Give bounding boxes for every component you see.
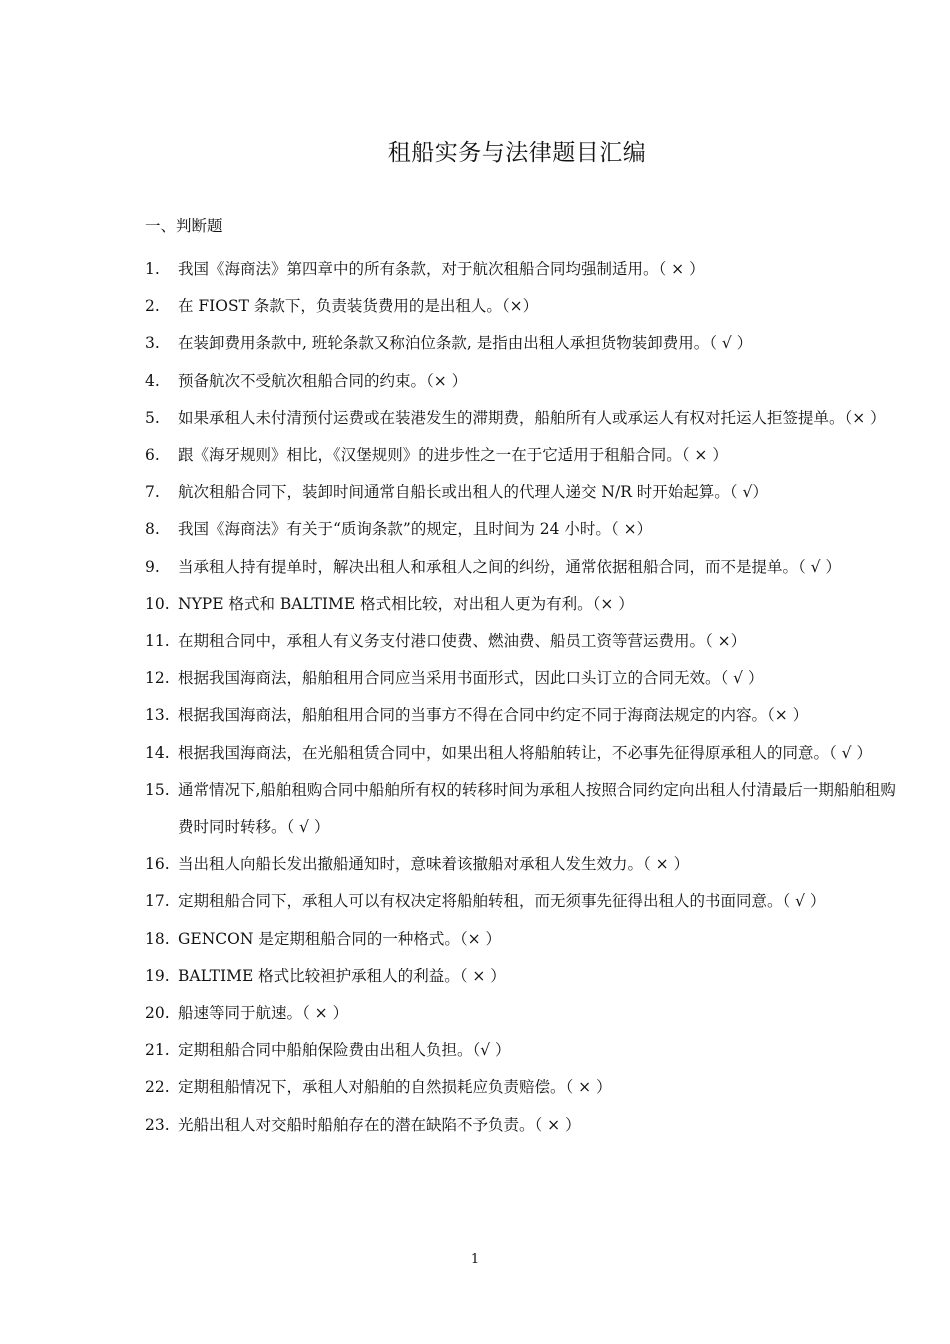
question-text: NYPE 格式和 BALTIME 格式相比较，对出租人更为有利。（× ） — [178, 594, 634, 613]
question-number: 3. — [145, 334, 160, 353]
question-number: 2. — [145, 297, 160, 316]
question-text: 我国《海商法》第四章中的所有条款，对于航次租船合同均强制适用。（ × ） — [178, 260, 705, 278]
question-number: 23. — [145, 1115, 170, 1134]
question-text: 根据我国海商法，船舶租用合同的当事方不得在合同中约定不同于海商法规定的内容。（× ） — [178, 706, 809, 725]
question-text: GENCON 是定期租船合同的一种格式。（× ） — [178, 929, 501, 948]
question-number: 5. — [145, 408, 160, 427]
question-number: 15. — [145, 780, 170, 799]
question-item — [145, 251, 905, 288]
question-item — [145, 549, 905, 586]
question-number: 7. — [145, 483, 160, 502]
question-number: 12. — [145, 669, 170, 688]
question-text: 在装卸费用条款中, 班轮条款又称泊位条款, 是指由出租人承担货物装卸费用。（ √ ） — [178, 334, 753, 353]
question-text: 通常情况下,船舶租购合同中船舶所有权的转移时间为承租人按照合同约定向出租人付清最后一期船舶租购费时同时转移。（ √ ） — [178, 780, 896, 837]
question-text: 航次租船合同下，装卸时间通常自船长或出租人的代理人递交 N/R 时开始起算。（ √） — [178, 483, 768, 502]
question-number: 19. — [145, 966, 170, 985]
question-item — [145, 474, 905, 511]
question-item — [145, 697, 905, 734]
question-number: 4. — [145, 371, 160, 390]
question-number: 10. — [145, 594, 170, 613]
question-item — [145, 735, 905, 772]
question-item — [145, 400, 905, 437]
question-item — [145, 511, 905, 548]
question-text: 当出租人向船长发出撤船通知时，意味着该撤船对承租人发生效力。（ × ） — [178, 855, 690, 874]
question-text: 根据我国海商法，船舶租用合同应当采用书面形式，因此口头订立的合同无效。（ √ ） — [178, 669, 764, 688]
question-item — [145, 995, 905, 1032]
question-number: 8. — [145, 520, 160, 539]
question-item — [145, 623, 905, 660]
question-item — [145, 660, 905, 697]
question-number: 6. — [145, 446, 160, 465]
question-text: 船速等同于航速。（ × ） — [178, 1004, 349, 1023]
document-title: 租船实务与法律题目汇编 — [387, 140, 647, 166]
question-item — [145, 921, 905, 958]
question-number: 16. — [145, 855, 170, 874]
question-text: 定期租船合同中船舶保险费由出租人负担。（√ ） — [178, 1041, 511, 1060]
question-text: 如果承租人未付清预付运费或在装港发生的滞期费，船舶所有人或承运人有权对托运人拒签提单。（× ） — [178, 408, 886, 427]
question-text: 在期租合同中，承租人有义务支付港口使费、燃油费、船员工资等营运费用。（ ×） — [178, 632, 747, 651]
question-text: 定期租船情况下，承租人对船舶的自然损耗应负责赔偿。（ × ） — [178, 1078, 612, 1097]
question-item — [145, 1032, 905, 1069]
section-heading: 一、判断题 — [145, 217, 223, 235]
question-item — [145, 586, 905, 623]
question-item — [145, 846, 905, 883]
question-number: 17. — [145, 892, 170, 911]
question-text: 当承租人持有提单时，解决出租人和承租人之间的纠纷，通常依据租船合同，而不是提单。（ √ ） — [178, 557, 841, 576]
question-text: 预备航次不受航次租船合同的约束。（× ） — [178, 371, 468, 390]
question-item — [145, 363, 905, 400]
question-text: 定期租船合同下，承租人可以有权决定将船舶转租，而无须事先征得出租人的书面同意。（ √ ） — [178, 892, 826, 911]
question-text: 光船出租人对交船时船舶存在的潜在缺陷不予负责。（ × ） — [178, 1115, 581, 1134]
question-item — [145, 325, 905, 362]
question-number: 21. — [145, 1041, 170, 1060]
question-number: 18. — [145, 929, 170, 948]
question-item — [145, 1069, 905, 1106]
question-text: 跟《海牙规则》相比，《汉堡规则》的进步性之一在于它适用于租船合同。（ × ） — [178, 446, 728, 465]
question-item — [145, 437, 905, 474]
question-text: 在 FIOST 条款下，负责装货费用的是出租人。（×） — [178, 297, 539, 316]
question-item — [145, 958, 905, 995]
question-item — [145, 288, 905, 325]
question-list — [145, 251, 905, 1144]
question-number: 20. — [145, 1004, 170, 1023]
question-number: 11. — [145, 632, 170, 651]
question-item — [145, 772, 905, 846]
question-number: 14. — [145, 743, 170, 762]
question-text: 根据我国海商法，在光船租赁合同中，如果出租人将船舶转让，不必事先征得原承租人的同意。（ √ ） — [178, 743, 872, 762]
question-number: 22. — [145, 1078, 170, 1097]
page-number: 1 — [470, 1252, 480, 1267]
question-text: BALTIME 格式比较袒护承租人的利益。（ × ） — [178, 966, 506, 985]
question-item — [145, 883, 905, 920]
question-number: 9. — [145, 557, 160, 576]
question-text: 我国《海商法》有关于“质询条款”的规定，且时间为 24 小时。（ ×） — [178, 520, 653, 539]
question-number: 13. — [145, 706, 170, 725]
question-number: 1. — [145, 260, 160, 278]
question-item — [145, 1107, 905, 1144]
